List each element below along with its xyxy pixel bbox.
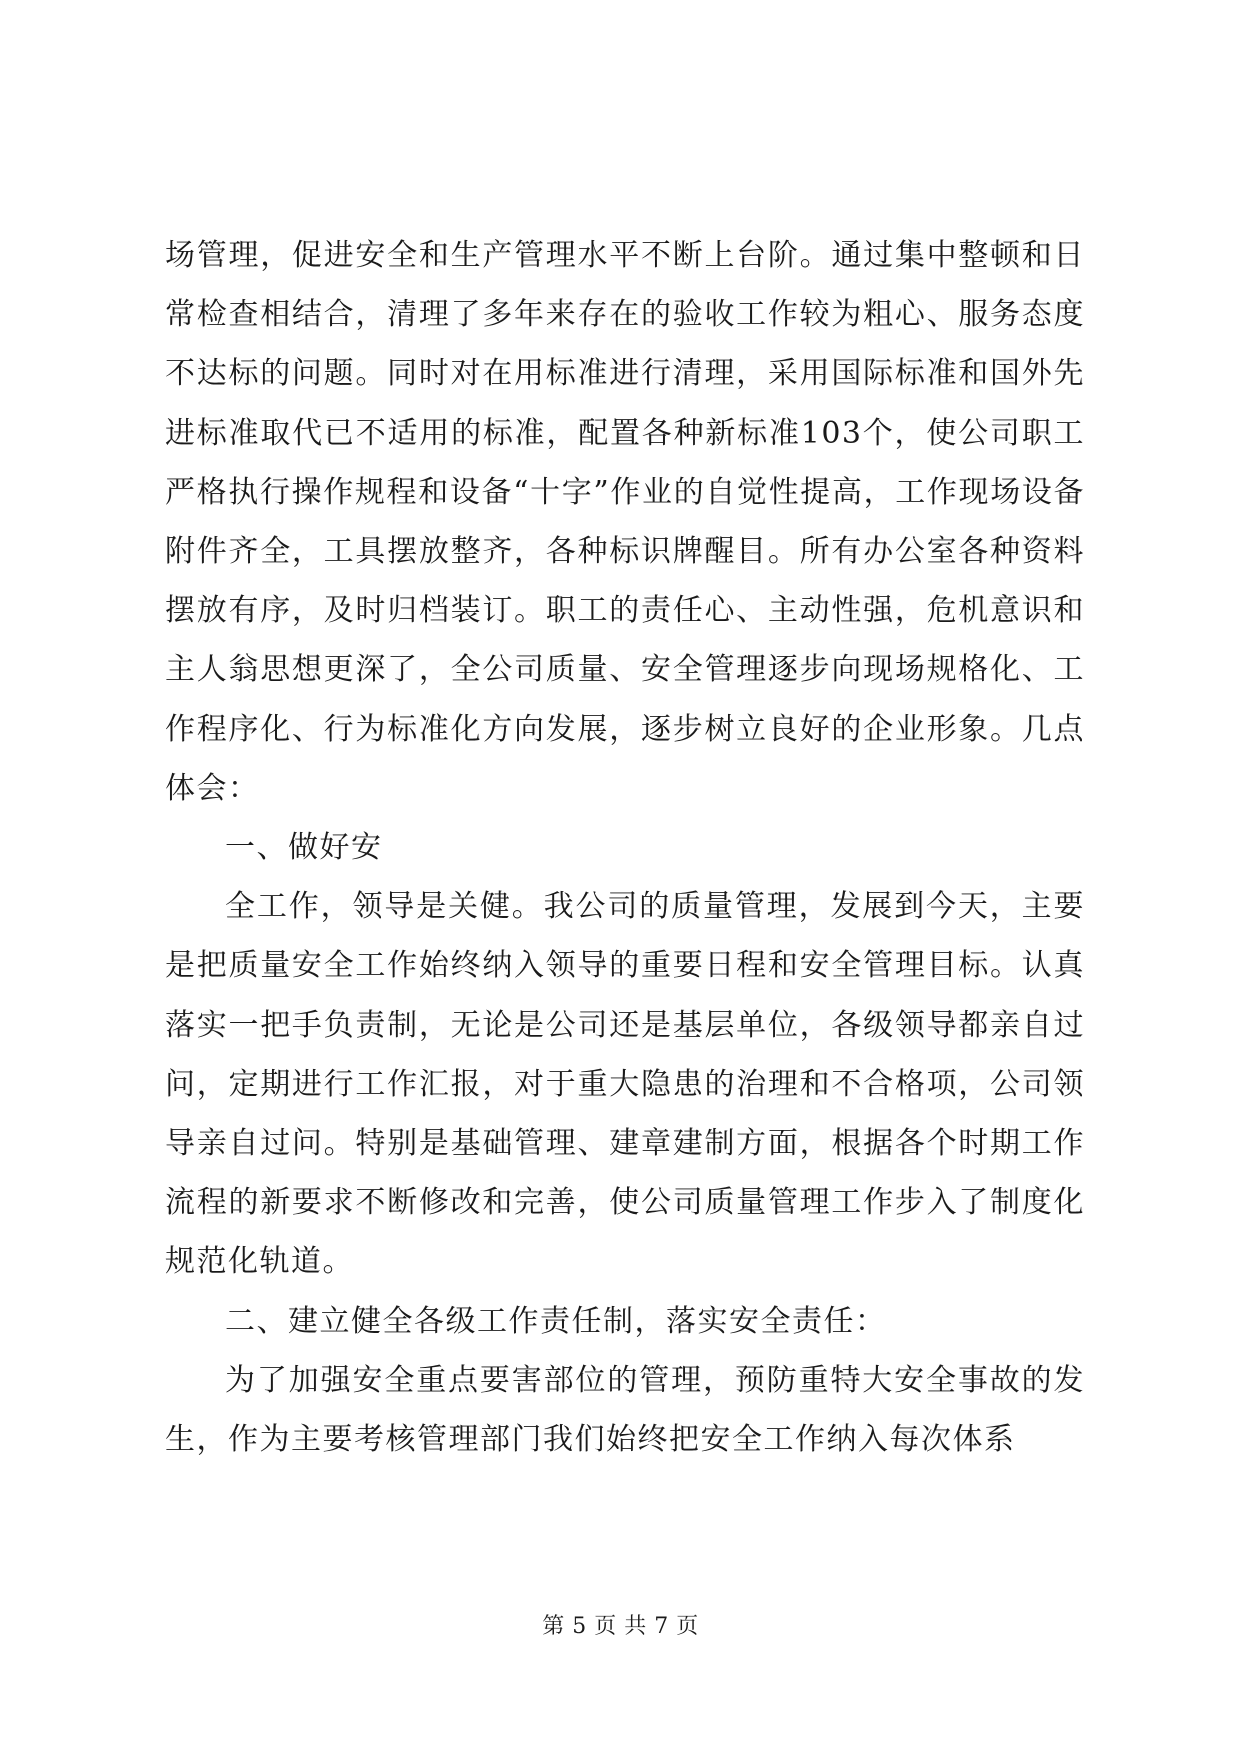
page-footer: 第 5 页 共 7 页	[542, 1614, 699, 1639]
paragraph-1: 场管理，促进安全和生产管理水平不断上台阶。通过集中整顿和日常检查相结合，清理了多年来存在的验收工作较为粗心、服务态度不达标的问题。同时对在用标准进行清理，采用国际标准和国外先进标准取代已不适用的标准，配置各种新标准103个，使公司职工严格执行操作规程和设备“十字”作业的自觉性提高，工作现场设备附件齐全，工具摆放整齐，各种标识牌醒目。所有办公室各种资料摆放有序，及时归档装订。职工的责任心、主动性强，危机意识和主人翁思想更深了，全公司质量、安全管理逐步向现场规格化、工作程序化、行为标准化方向发展，逐步树立良好的企业形象。几点体会：	[165, 238, 1085, 806]
body-text	[165, 226, 1085, 1469]
paragraph-heading-1: 一、做好安	[225, 830, 383, 866]
paragraph-heading-2: 二、建立健全各级工作责任制，落实安全责任：	[225, 1303, 887, 1339]
paragraph-3: 为了加强安全重点要害部位的管理，预防重特大安全事故的发生，作为主要考核管理部门我们始终把安全工作纳入每次体系	[165, 1362, 1085, 1458]
paragraph-2: 全工作，领导是关健。我公司的质量管理，发展到今天，主要是把质量安全工作始终纳入领导的重要日程和安全管理目标。认真落实一把手负责制，无论是公司还是基层单位，各级领导都亲自过问，定期进行工作汇报，对于重大隐患的治理和不合格项，公司领导亲自过问。特别是基础管理、建章建制方面，根据各个时期工作流程的新要求不断修改和完善，使公司质量管理工作步入了制度化规范化轨道。	[165, 889, 1085, 1280]
